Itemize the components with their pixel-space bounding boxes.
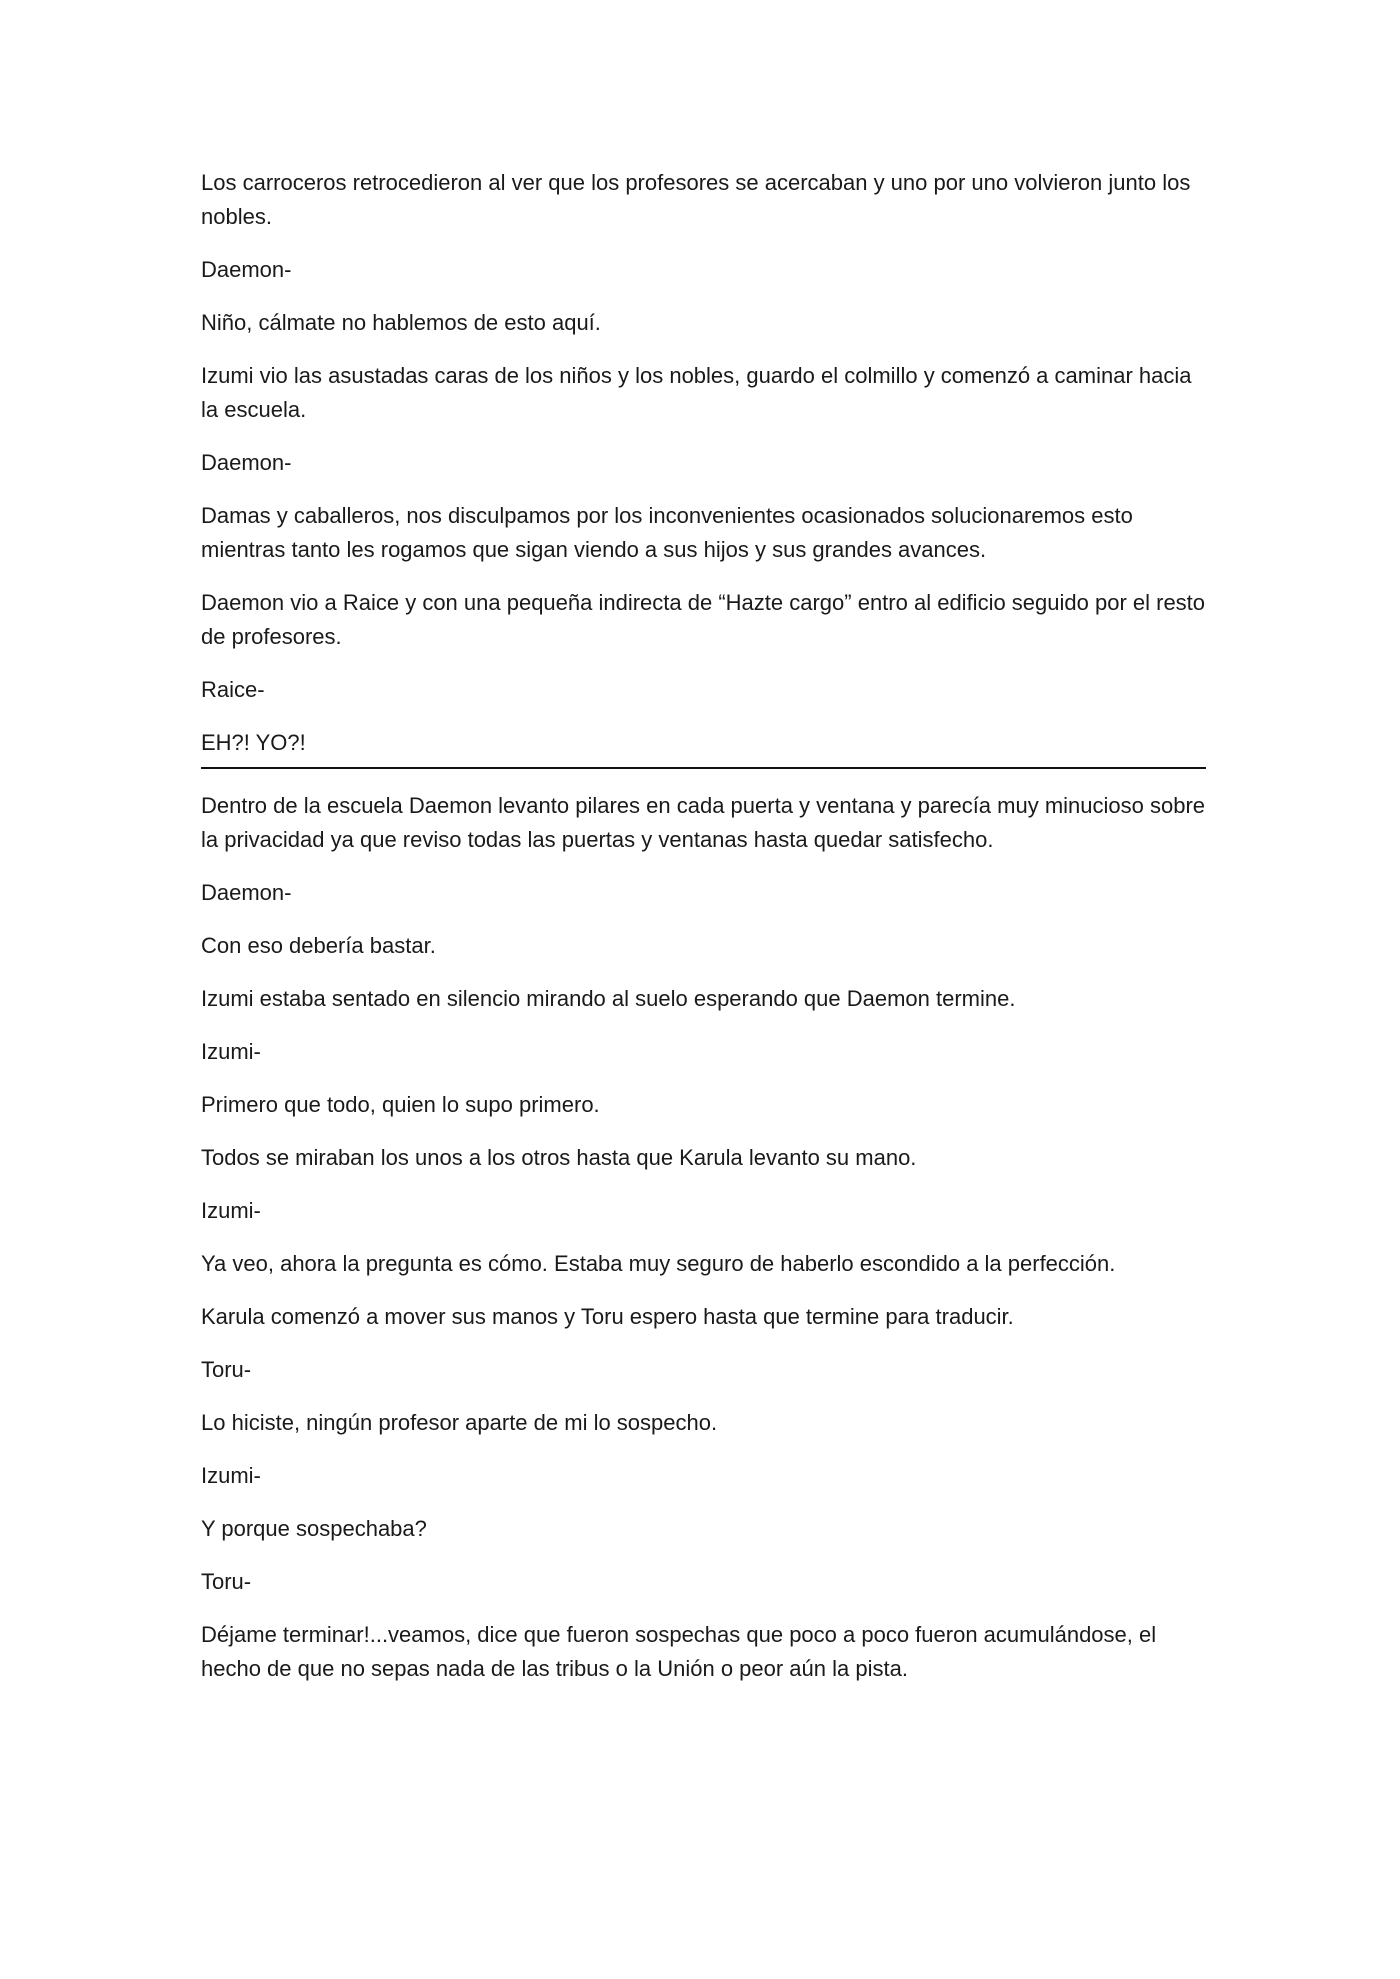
- paragraph-narration: Los carroceros retrocedieron al ver que los profesores se acercaban y uno por uno volvieron junto los nobles.: [201, 170, 1191, 229]
- speaker-label: Izumi-: [201, 1198, 261, 1223]
- paragraph-narration: Daemon vio a Raice y con una pequeña indirecta de “Hazte cargo” entro al edificio seguido por el resto de profesores.: [201, 590, 1206, 649]
- speaker-label: Raice-: [201, 677, 265, 702]
- paragraph-narration: Karula comenzó a mover sus manos y Toru espero hasta que termine para traducir.: [201, 1304, 1014, 1329]
- paragraph-narration: Todos se miraban los unos a los otros hasta que Karula levanto su mano.: [201, 1145, 917, 1170]
- document-body: [201, 166, 1206, 1705]
- paragraph-dialogue: Déjame terminar!...veamos, dice que fueron sospechas que poco a poco fueron acumulándose, el hecho de que no sepas nada de las tribus o la Unión o peor aún la pista.: [201, 1622, 1157, 1681]
- speaker-label: Toru-: [201, 1357, 252, 1382]
- paragraph-narration: Dentro de la escuela Daemon levanto pilares en cada puerta y ventana y parecía muy minucioso sobre la privacidad ya que reviso todas las puertas y ventanas hasta quedar satisfecho.: [201, 793, 1206, 852]
- paragraph-dialogue: Con eso debería bastar.: [201, 933, 436, 958]
- paragraph-dialogue: Ya veo, ahora la pregunta es cómo. Estaba muy seguro de haberlo escondido a la perfección.: [201, 1251, 1116, 1276]
- speaker-label: Izumi-: [201, 1039, 261, 1064]
- paragraph-narration: Izumi vio las asustadas caras de los niños y los nobles, guardo el colmillo y comenzó a caminar hacia la escuela.: [201, 363, 1192, 422]
- speaker-label: Daemon-: [201, 257, 292, 282]
- speaker-label: Izumi-: [201, 1463, 261, 1488]
- section-divider: [201, 767, 1206, 769]
- paragraph-dialogue: Damas y caballeros, nos disculpamos por los inconvenientes ocasionados solucionaremos esto mientras tanto les rogamos que sigan viendo a sus hijos y sus grandes avances.: [201, 503, 1133, 562]
- paragraph-narration: Izumi estaba sentado en silencio mirando al suelo esperando que Daemon termine.: [201, 986, 1016, 1011]
- paragraph-dialogue: Lo hiciste, ningún profesor aparte de mi lo sospecho.: [201, 1410, 718, 1435]
- paragraph-dialogue: Niño, cálmate no hablemos de esto aquí.: [201, 310, 601, 335]
- speaker-label: Daemon-: [201, 450, 292, 475]
- speaker-label: Daemon-: [201, 880, 292, 905]
- paragraph-dialogue: EH?! YO?!: [201, 730, 306, 755]
- paragraph-dialogue: Primero que todo, quien lo supo primero.: [201, 1092, 600, 1117]
- speaker-label: Toru-: [201, 1569, 252, 1594]
- paragraph-dialogue: Y porque sospechaba?: [201, 1516, 427, 1541]
